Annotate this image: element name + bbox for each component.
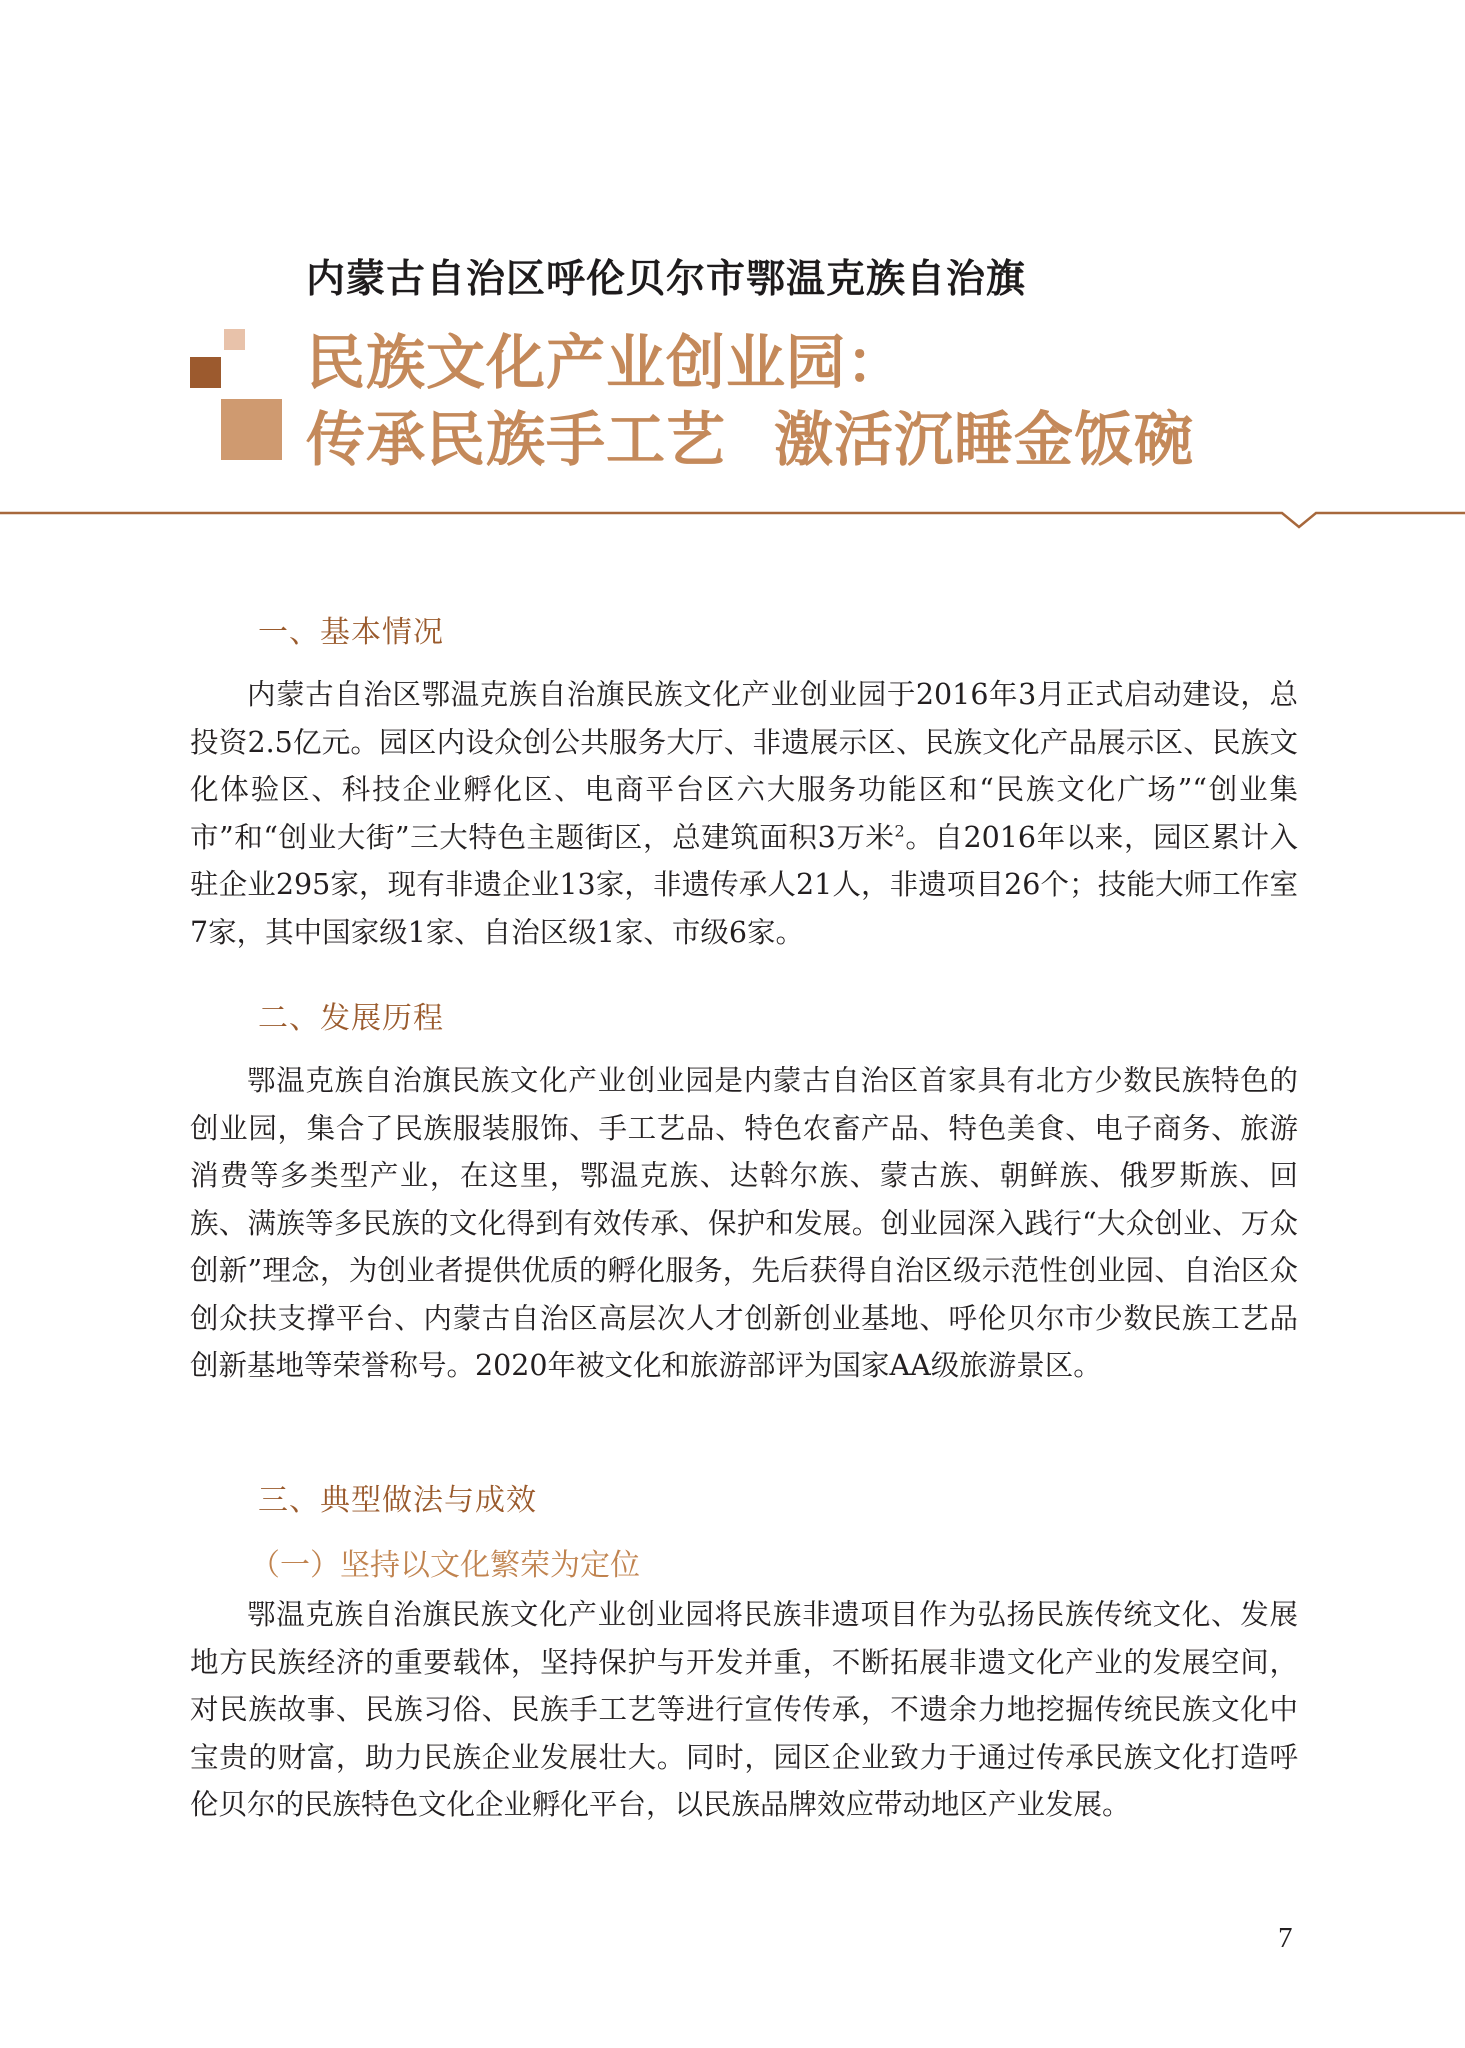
title-divider-rule [0,510,1465,540]
subsection-heading-culture: （一）坚持以文化繁荣为定位 [250,1548,640,1583]
region-kicker: 内蒙古自治区呼伦贝尔市鄂温克族自治旗 [306,257,1027,302]
decorative-square-large [221,399,282,460]
paragraph-history: 鄂温克族自治旗民族文化产业创业园是内蒙古自治区首家具有北方少数民族特色的创业园，集合了民族服装服饰、手工艺品、特色农畜产品、特色美食、电子商务、旅游消费等多类型产业，在这里，鄂温克族、达斡尔族、蒙古族、朝鲜族、俄罗斯族、回族、满族等多民族的文化得到有效传承、保护和发展。创业园深入践行“大众创业、万众创新”理念，为创业者提供优质的孵化服务，先后获得自治区级示范性创业园、自治区众创众扶支撑平台、内蒙古自治区高层次人才创新创业基地、呼伦贝尔市少数民族工艺品创新基地等荣誉称号。2020年被文化和旅游部评为国家AA级旅游景区。 [190,1064,1298,1382]
paragraph-basic-info [190,671,1298,956]
section-heading-basic-info: 一、基本情况 [258,615,444,650]
article-title-line2 [306,405,1194,475]
section-heading-history: 二、发展历程 [258,1001,444,1036]
section-heading-practices: 三、典型做法与成效 [258,1483,537,1518]
decorative-square-small [224,329,245,350]
page-number: 7 [1278,1922,1293,1954]
paragraph-basic-info-part-b: 。自2016年以来，园区累计入驻企业295家，现有非遗企业13家，非遗传承人21人，非遗项目26个；技能大师工作室7家，其中国家级1家、自治区级1家、市级6家。 [190,820,1298,949]
article-title-line1: 民族文化产业创业园： [306,328,907,397]
decorative-square-dark [190,357,221,388]
article-title-line2-part-b: 激活沉睡金饭碗 [774,405,1195,474]
paragraph-basic-info-part-a: 内蒙古自治区鄂温克族自治旗民族文化产业创业园于2016年3月正式启动建设，总投资2.5亿元。园区内设众创公共服务大厅、非遗展示区、民族文化产品展示区、民族文化体验区、科技企业孵化区、电商平台区六大服务功能区和“民族文化广场”“创业集市”和“创业大街”三大特色主题街区，总建筑面积3万米 [190,678,1298,854]
article-title-line2-part-a: 传承民族手工艺 [306,405,727,474]
paragraph-culture: 鄂温克族自治旗民族文化产业创业园将民族非遗项目作为弘扬民族传统文化、发展地方民族经济的重要载体，坚持保护与开发并重，不断拓展非遗文化产业的发展空间，对民族故事、民族习俗、民族手工艺等进行宣传传承，不遗余力地挖掘传统民族文化中宝贵的财富，助力民族企业发展壮大。同时，园区企业致力于通过传承民族文化打造呼伦贝尔的民族特色文化企业孵化平台，以民族品牌效应带动地区产业发展。 [190,1598,1298,1821]
superscript-squared: 2 [894,821,905,840]
